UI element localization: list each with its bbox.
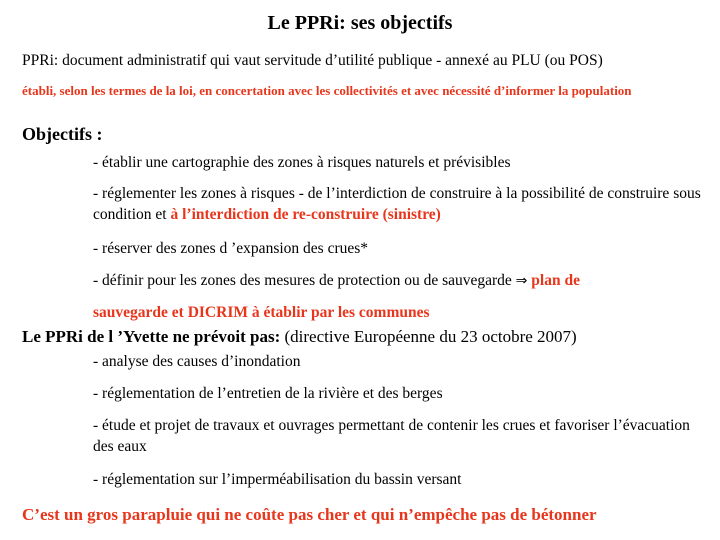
yvette-heading-directive: (directive Européenne du 23 octobre 2007) [280,327,577,346]
yvette-item-entretien: - réglementation de l’entretien de la rivière et des berges [93,385,443,402]
objectif-item-sauvegarde-highlight-cont: sauvegarde et DICRIM à établir par les communes [93,304,430,321]
slide-title: Le PPRi: ses objectifs [267,12,453,34]
intro-definition: PPRi: document administratif qui vaut servitude d’utilité publique - annexé au PLU (ou POS) [22,52,603,69]
objectif-item-cartographie: - établir une cartographie des zones à risques naturels et prévisibles [93,154,511,171]
objectif-item-reglementer-highlight: à l’interdiction de re-construire (sinistre) [170,206,441,223]
yvette-heading-bold: Le PPRi de l ’Yvette ne prévoit pas: [22,327,281,346]
objectifs-heading: Objectifs : [22,124,103,144]
yvette-item-travaux: - étude et projet de travaux et ouvrages permettant de contenir les crues et favoriser l’évacuation des eaux [93,417,690,455]
implies-arrow-icon: ⇒ [515,273,528,289]
yvette-heading [22,327,577,347]
intro-concertation: établi, selon les termes de la loi, en concertation avec les collectivités et avec nécessité d’informer la population [22,83,632,98]
conclusion-statement: C’est un gros parapluie qui ne coûte pas cher et qui n’empêche pas de bétonner [22,505,597,524]
objectif-item-reglementer [93,183,703,225]
yvette-item-analyse: - analyse des causes d’inondation [93,353,301,370]
objectif-item-expansion: - réserver des zones d ’expansion des crues* [93,240,369,257]
objectif-item-reglementer-text: - réglementer les zones à risques - de l’interdiction de construire à la possibilité de construire sous condition et [93,185,701,223]
objectif-item-sauvegarde-text: - définir pour les zones des mesures de protection ou de sauvegarde [93,272,516,289]
yvette-item-impermeabilisation: - réglementation sur l’imperméabilisation du bassin versant [93,471,462,488]
objectif-item-sauvegarde [93,270,703,292]
objectif-item-sauvegarde-highlight: plan de [531,272,580,289]
